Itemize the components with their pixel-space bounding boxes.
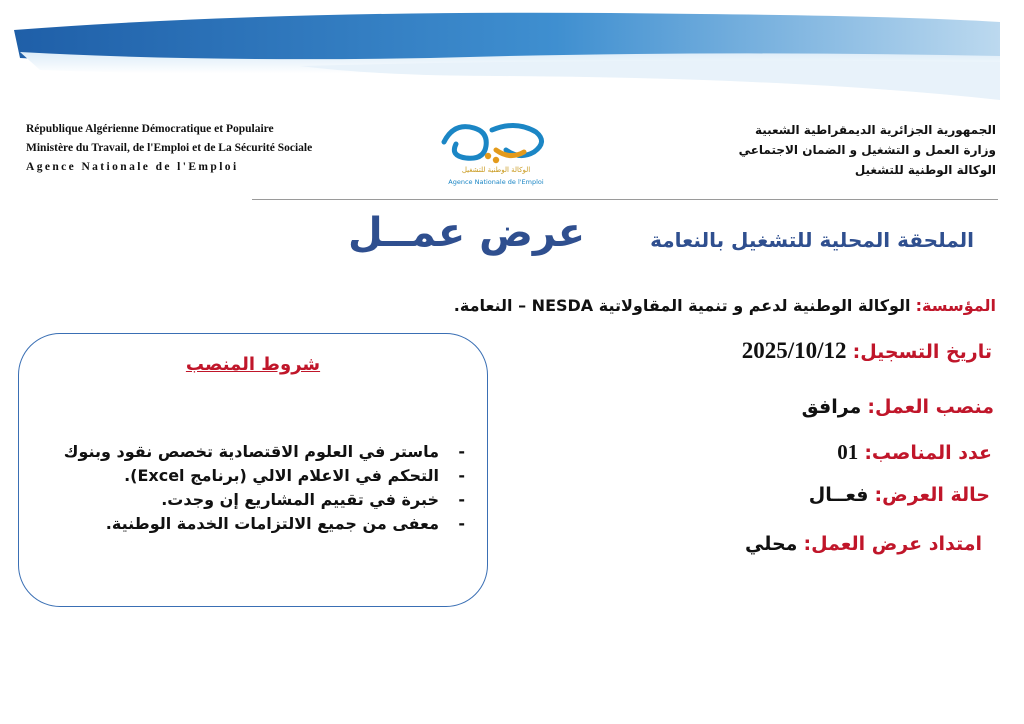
- arabic-header-line-3: الوكالة الوطنية للتشغيل: [854, 163, 996, 177]
- job-offer-title: عرض عمــل: [348, 210, 586, 256]
- bullet-dash: -: [458, 442, 465, 461]
- french-header-line-2: Ministère du Travail, de l'Emploi et de La Sécurité Sociale: [26, 142, 313, 154]
- condition-text: ماستر في العلوم الاقتصادية تخصص نقود وبنوك: [63, 442, 439, 461]
- offer-status-field: [809, 484, 990, 506]
- positions-count-value: 01: [837, 440, 859, 464]
- organization-field: [454, 296, 996, 315]
- french-header-line-1: République Algérienne Démocratique et Populaire: [26, 123, 274, 135]
- offer-extent-value: محلي: [744, 533, 798, 555]
- header-divider: [252, 199, 998, 200]
- offer-status-value: فعــال: [808, 484, 869, 506]
- conditions-box: [18, 333, 488, 607]
- registration-date-value: 2025/10/12: [741, 338, 847, 363]
- condition-text: معفى من جميع الالتزامات الخدمة الوطنية.: [105, 514, 439, 533]
- position-field: [802, 396, 994, 418]
- condition-item: [64, 464, 465, 488]
- header-banner: [0, 0, 1024, 110]
- condition-item: [64, 512, 465, 536]
- arabic-header-line-1: الجمهورية الجزائرية الديمقراطية الشعبية: [754, 123, 996, 137]
- condition-item: [64, 440, 465, 464]
- positions-count-label: عدد المناصب:: [864, 442, 992, 464]
- registration-date-label: تاريخ التسجيل:: [852, 341, 992, 363]
- french-header-line-3: Agence Nationale de l'Emploi: [26, 161, 239, 173]
- offer-status-label: حالة العرض:: [874, 484, 990, 506]
- logo-french-text: Agence Nationale de l'Emploi: [448, 178, 544, 186]
- condition-text: التحكم في الاعلام الالي (برنامج Excel).: [124, 466, 439, 485]
- anem-logo: [436, 116, 596, 194]
- condition-item: [64, 488, 465, 512]
- bullet-dash: -: [458, 466, 465, 485]
- offer-extent-field: [745, 533, 982, 555]
- registration-date-field: [742, 338, 992, 364]
- organization-value: الوكالة الوطنية لدعم و تنمية المقاولاتية NESDA – النعامة.: [453, 296, 911, 315]
- office-title: الملحقة المحلية للتشغيل بالنعامة: [650, 228, 974, 252]
- positions-count-field: [837, 440, 992, 465]
- arabic-header-line-2: وزارة العمل و التشغيل و الضمان الاجتماعي: [738, 143, 996, 157]
- bullet-dash: -: [458, 490, 465, 509]
- arabic-header: [576, 120, 996, 180]
- conditions-list: [64, 440, 465, 536]
- position-label: منصب العمل:: [867, 396, 994, 418]
- offer-extent-label: امتداد عرض العمل:: [803, 533, 982, 555]
- logo-arabic-text: الوكالة الوطنية للتشغيل: [461, 166, 531, 174]
- position-value: مرافق: [801, 396, 862, 418]
- bullet-dash: -: [458, 514, 465, 533]
- organization-label: المؤسسة:: [915, 296, 996, 315]
- conditions-title: شروط المنصب: [185, 354, 321, 375]
- condition-text: خبرة في تقييم المشاريع إن وجدت.: [161, 490, 439, 509]
- french-header: [26, 120, 426, 177]
